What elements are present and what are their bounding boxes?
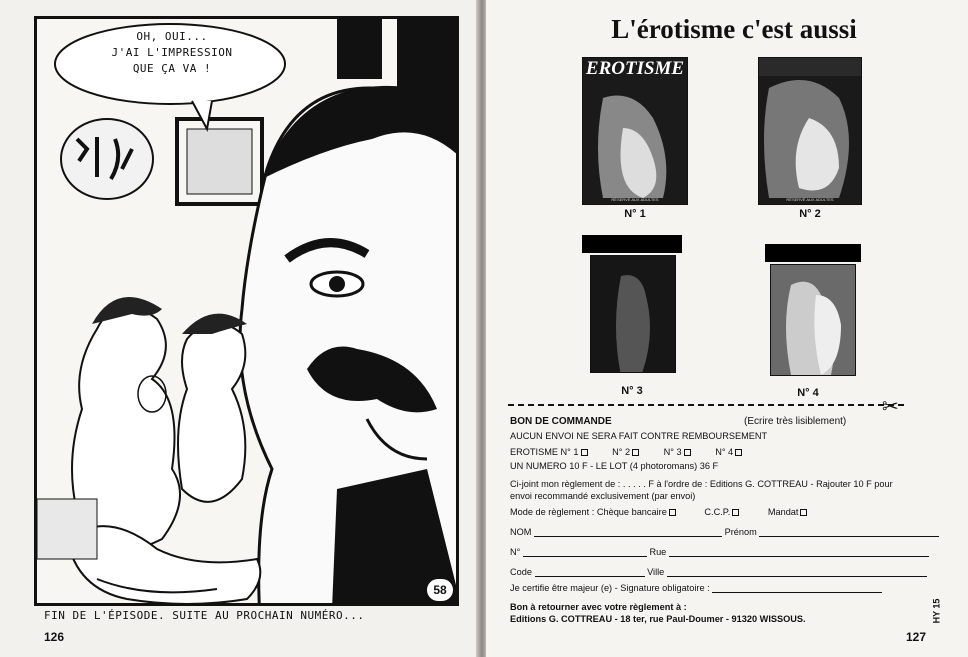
rue-label: Rue <box>649 547 667 557</box>
page-number-left: 126 <box>44 630 65 644</box>
nom-label: NOM <box>510 527 532 537</box>
mode-option-mandat[interactable]: Mandat <box>768 507 808 517</box>
checkbox-cheque[interactable] <box>669 509 676 516</box>
checkbox-ccp[interactable] <box>732 509 739 516</box>
numero-field[interactable] <box>523 548 647 557</box>
form-heading: BON DE COMMANDE <box>510 416 612 427</box>
issue-option-4[interactable]: N° 4 <box>715 447 742 457</box>
checkbox-issue-4[interactable] <box>735 449 742 456</box>
nom-field[interactable] <box>534 528 722 537</box>
return-line-2: Editions G. COTTREAU - 18 ter, rue Paul-Doumer - 91320 WISSOUS. <box>510 614 806 624</box>
issue-option-2[interactable]: N° 2 <box>612 447 639 457</box>
code-field[interactable] <box>535 568 645 577</box>
form-heading-note: (Ecrire très lisiblement) <box>744 416 847 427</box>
return-line-1: Bon à retourner avec votre règlement à : <box>510 602 687 612</box>
edition-code: HY 15 <box>931 598 942 624</box>
scissors-icon: ✂ <box>882 396 899 418</box>
page-number-right: 127 <box>906 630 927 644</box>
cover-thumbnail-3 <box>590 255 676 373</box>
cover-label-3: N° 3 <box>621 385 643 397</box>
cover-thumbnail-4 <box>770 264 856 376</box>
name-row <box>510 526 939 538</box>
ville-label: Ville <box>647 567 665 577</box>
issue-option-1[interactable]: N° 1 <box>561 447 588 457</box>
street-row <box>510 546 929 558</box>
payment-mode-row <box>510 506 807 518</box>
checkbox-issue-1[interactable] <box>581 449 588 456</box>
redaction-bar-4 <box>765 244 861 262</box>
payment-line-2: envoi recommandé exclusivement (par envoi) <box>510 491 696 501</box>
signature-field[interactable] <box>712 584 882 593</box>
panel-number: 58 <box>425 577 455 603</box>
code-label: Code <box>510 567 532 577</box>
cover-title-1: EROTISME <box>585 58 685 79</box>
ville-field[interactable] <box>667 568 927 577</box>
signature-row <box>510 582 882 594</box>
cover-label-1: N° 1 <box>624 208 646 220</box>
cover-photo-1 <box>583 58 688 205</box>
cover-thumbnail-1 <box>582 57 688 205</box>
checkbox-issue-3[interactable] <box>684 449 691 456</box>
left-page <box>0 0 478 657</box>
checkbox-mandat[interactable] <box>800 509 807 516</box>
prenom-label: Prénom <box>724 527 757 537</box>
city-row <box>510 566 927 578</box>
cover-label-4: N° 4 <box>797 387 819 399</box>
cover-label-2: N° 2 <box>799 208 821 220</box>
prenom-field[interactable] <box>759 528 939 537</box>
issue-select-row <box>510 446 742 458</box>
checkbox-issue-2[interactable] <box>632 449 639 456</box>
payment-mode-label: Mode de règlement : <box>510 507 595 517</box>
cover-photo-3 <box>591 256 676 373</box>
mode-option-cheque[interactable]: Chèque bancaire <box>597 507 676 517</box>
cover-subtitle-2: RÉSERVÉ AUX ADULTES <box>786 197 834 202</box>
ad-headline: L'érotisme c'est aussi <box>611 14 857 44</box>
cut-line <box>508 404 904 406</box>
comic-panel <box>34 16 459 606</box>
issue-option-3[interactable]: N° 3 <box>664 447 691 457</box>
no-cod-notice: AUCUN ENVOI NE SERA FAIT CONTRE REMBOURSEMENT <box>510 431 768 441</box>
rue-field[interactable] <box>669 548 929 557</box>
redaction-bar-3 <box>582 235 682 253</box>
cover-photo-2 <box>759 58 862 205</box>
numero-label: N° <box>510 547 521 557</box>
mode-option-ccp[interactable]: C.C.P. <box>704 507 739 517</box>
speech-balloon-text: OH, OUI... J'AI L'IMPRESSION QUE ÇA VA ! <box>111 30 233 75</box>
cover-thumbnail-2 <box>758 57 862 205</box>
certify-label: Je certifie être majeur (e) - Signature obligatoire : <box>510 583 710 593</box>
price-line: UN NUMERO 10 F - LE LOT (4 photoromans) 36 F <box>510 461 719 471</box>
comic-illustration <box>37 19 459 606</box>
cover-photo-4 <box>771 265 856 376</box>
episode-caption: FIN DE L'ÉPISODE. SUITE AU PROCHAIN NUMÉRO... <box>44 609 365 622</box>
payment-line-1: Ci-joint mon règlement de : . . . . . F à l'ordre de : Editions G. COTTREAU - Rajouter 10 F pour <box>510 479 893 489</box>
right-page <box>486 0 968 657</box>
cover-subtitle-1: RÉSERVÉ AUX ADULTES <box>611 197 659 202</box>
erotisme-label: EROTISME <box>510 447 558 457</box>
